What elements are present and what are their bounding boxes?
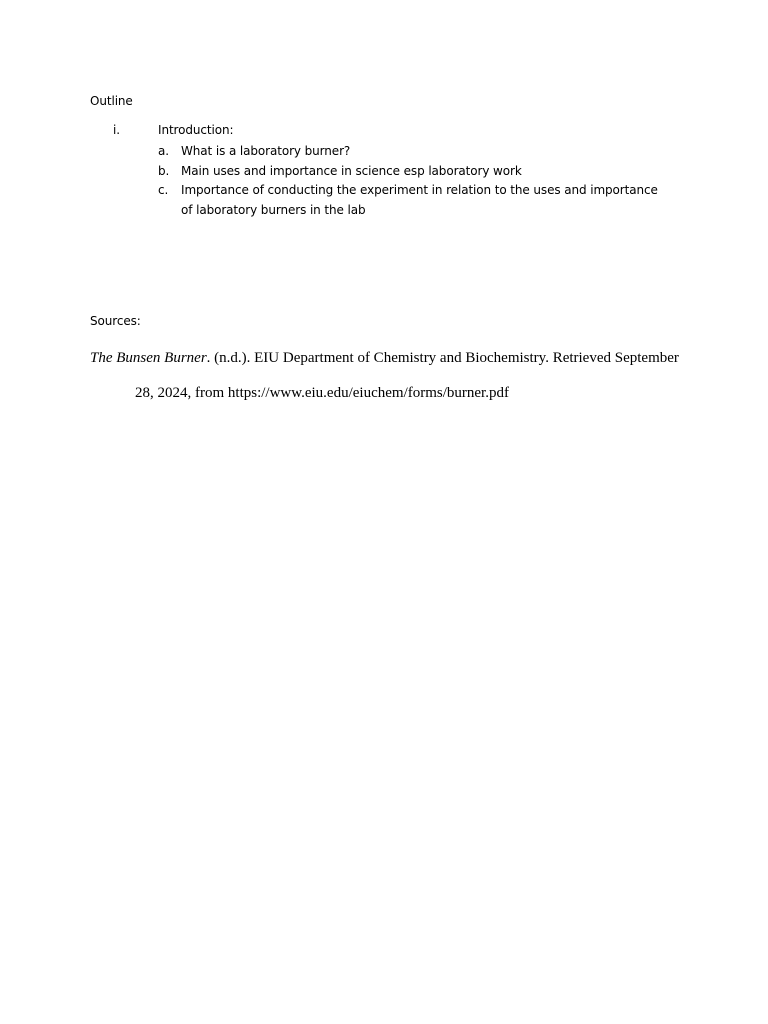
list-item bbox=[90, 181, 661, 220]
list-item-text: What is a laboratory burner? bbox=[181, 144, 351, 158]
outline-section-introduction bbox=[90, 123, 670, 142]
list-item-letter: c. bbox=[158, 183, 169, 197]
reference-details: . (n.d.). EIU Department of Chemistry and Biochemistry. Retrieved September 28, 2024, from https://www.eiu.edu/eiuchem/forms/burner.pdf bbox=[135, 350, 679, 401]
reference-entry bbox=[90, 341, 695, 411]
reference-title: The Bunsen Burner bbox=[90, 350, 207, 366]
list-item-text: Importance of conducting the experiment in relation to the uses and importance of laboratory burners in the lab bbox=[181, 183, 658, 217]
list-item bbox=[90, 142, 661, 162]
list-item bbox=[90, 162, 661, 182]
subtopic-list bbox=[90, 142, 670, 220]
sources-heading: Sources: bbox=[90, 314, 141, 328]
list-item-letter: b. bbox=[158, 163, 170, 178]
list-item-text: Main uses and importance in science esp laboratory work bbox=[181, 163, 522, 178]
outline-list bbox=[90, 123, 670, 220]
section-title: Introduction: bbox=[158, 123, 234, 137]
section-numeral: i. bbox=[113, 123, 120, 137]
outline-heading: Outline bbox=[90, 94, 133, 108]
list-item-letter: a. bbox=[158, 144, 169, 158]
